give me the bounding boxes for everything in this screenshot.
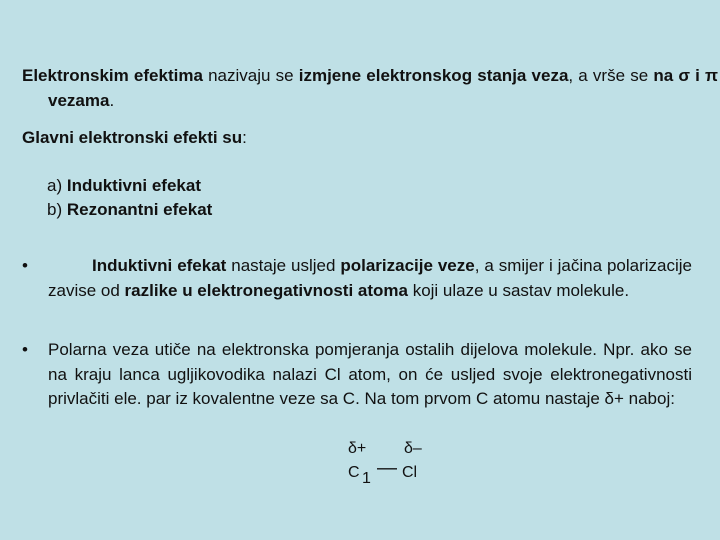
bold-text: razlike u elektronegativnosti atoma [124, 280, 408, 300]
bold-text: polarizacije veze [340, 256, 475, 275]
covalent-bond: — [377, 457, 397, 479]
text: : [242, 128, 247, 147]
text: . [109, 91, 115, 110]
text: , a vrše se [568, 66, 654, 85]
bullet-inductive-effect [22, 254, 692, 303]
effects-list [47, 174, 212, 222]
bullet-polar-bond [22, 338, 692, 412]
carbon-atom: C [348, 464, 360, 481]
bold-text: Glavni elektronski efekti su [22, 128, 243, 147]
bullet-dot: • [22, 340, 28, 359]
bold-text: Elektronskim efektima [22, 66, 203, 85]
text: nastaje usljed [226, 256, 341, 275]
bold-text: izmjene elektronskog stanja veza [298, 66, 569, 85]
text: nazivaju se [202, 66, 299, 85]
bold-text: na σ i π vezama [48, 66, 719, 110]
effects-heading [22, 125, 692, 150]
bullet-dot: • [22, 256, 28, 275]
delta-minus-label: δ– [404, 440, 422, 457]
text: , a smijer i jačina polarizacije zavise od [48, 256, 693, 300]
intro-paragraph [22, 63, 718, 113]
carbon-index: 1 [362, 470, 371, 487]
effect-item-a: a) Induktivni efekat [47, 176, 201, 195]
effect-item-b: b) Rezonantni efekat [47, 200, 213, 219]
text: koji ulaze u sastav molekule. [407, 280, 630, 300]
polarization-formula [340, 440, 450, 490]
bold-text: Induktivni efekat [92, 256, 227, 275]
delta-plus-label: δ+ [348, 440, 367, 457]
chlorine-atom: Cl [402, 464, 418, 481]
text: Polarna veza utiče na elektronska pomjeranja ostalih dijelova molekule. Npr. ako se na kraju lanca ugljikovodika nalazi Cl atom, on će usljed svoje elektronegativnosti privlačiti ele. par iz kovalentne veze sa C. Na tom prvom C atomu nastaje δ+ naboj: [48, 340, 692, 408]
